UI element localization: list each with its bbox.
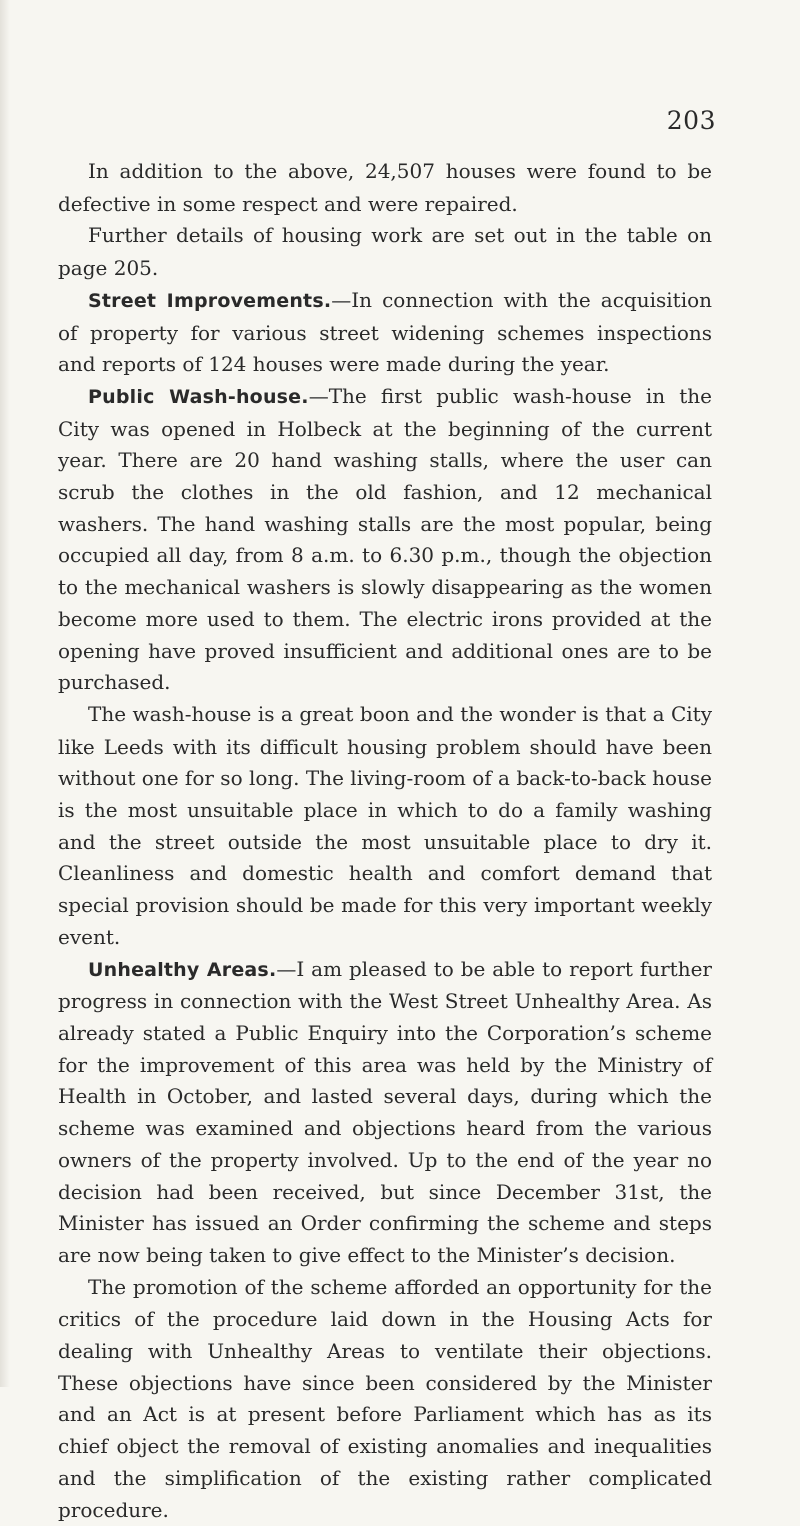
page-number: 203 bbox=[666, 106, 716, 135]
paragraph-scheme-promotion bbox=[58, 1272, 712, 1526]
section-heading-unhealthy-areas: Unhealthy Areas. bbox=[88, 958, 277, 981]
page-binding-edge bbox=[0, 0, 10, 1387]
paragraph-unhealthy-areas bbox=[58, 954, 712, 1272]
paragraph-repairs bbox=[58, 156, 712, 220]
paragraph-text: Further details of housing work are set out in the table on page 205. bbox=[58, 223, 712, 281]
body-text bbox=[58, 156, 712, 1526]
paragraph-street-improvements bbox=[58, 285, 712, 381]
section-heading-street-improvements: Street Improvements. bbox=[88, 289, 332, 312]
paragraph-text: In addition to the above, 24,507 houses were found to be defective in some respect and were repaired. bbox=[58, 159, 712, 216]
paragraph-text: The promotion of the scheme afforded an opportunity for the critics of the procedure laid down in the Housing Acts for dealing with Unhealthy Areas to ventilate their objections. These objections have since been considered by the Minister and an Act is at present before Parliament which has as its chief object the removal of existing anomalies and inequalities and the simplification of the existing rather complicated procedure. bbox=[58, 1274, 712, 1522]
section-heading-public-wash-house: Public Wash-house. bbox=[88, 385, 309, 408]
paragraph-text: The wash-house is a great boon and the wonder is that a City like Leeds with its difficult housing problem should have been without one for so long. The living-room of a back-to-back house is the most unsuitable place in which to do a family washing and the street outside the most unsuitable place to dry it. Cleanliness and domestic health and comfort demand that special provision should be made for this very important weekly event. bbox=[58, 701, 712, 949]
paragraph-wash-house-boon bbox=[58, 699, 712, 954]
paragraph-further-details bbox=[58, 220, 712, 284]
paragraph-text: —The first public wash-house in the City was opened in Holbeck at the beginning of the current year. There are 20 hand washing stalls, where the user can scrub the clothes in the old fashion, and 12 mechanical washers. The hand washing stalls are the most popular, being occupied all day, from 8 a.m. to 6.30 p.m., though the objection to the mechanical washers is slowly disappearing as the women become more used to them. The electric irons provided at the opening have proved insufficient and additional ones are to be purchased. bbox=[58, 383, 712, 695]
paragraph-text: —In connection with the acquisition of property for various street widening schemes inspections and reports of 124 houses were made during the year. bbox=[58, 287, 713, 377]
paragraph-public-wash-house bbox=[58, 381, 712, 699]
paragraph-text: —I am pleased to be able to report further progress in connection with the West Street Unhealthy Area. As already stated a Public Enquiry into the Corporation’s scheme for the improvement of this area was held by the Ministry of Health in October, and lasted several days, during which the scheme was examined and objections heard from the various owners of the property involved. Up to the end of the year no decision had been received, but since December 31st, the Minister has issued an Order confirming the scheme and steps are now being taken to give effect to the Minister’s decision. bbox=[58, 956, 712, 1267]
